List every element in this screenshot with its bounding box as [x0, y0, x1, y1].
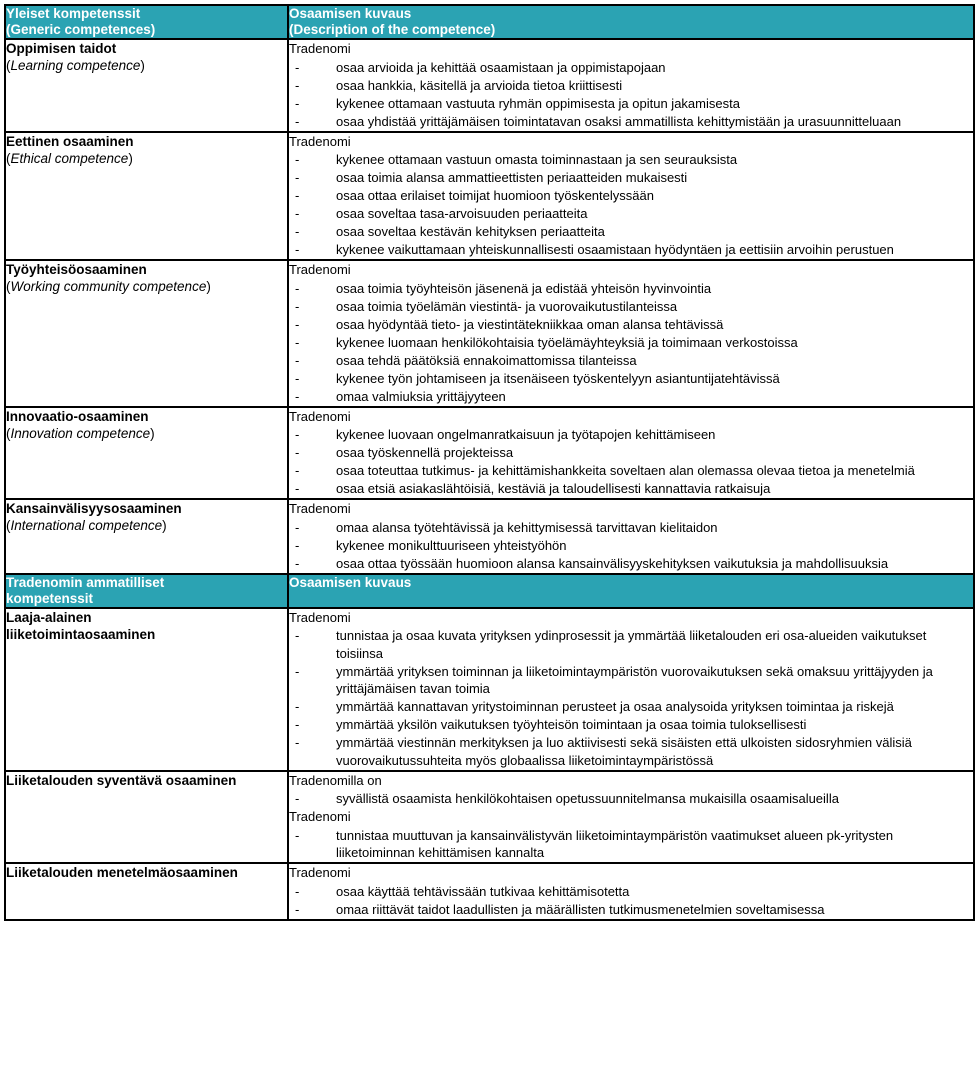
description-list: [289, 883, 973, 919]
list-item: - omaa alansa työtehtävissä ja kehittymisessä tarvittavan kielitaidon: [289, 519, 973, 537]
list-item: - ymmärtää yrityksen toiminnan ja liiketoimintaympäristön vuorovaikutuksen sekä omaksuu yrittäjyyden ja yrittäjämäisen tavan toimia: [289, 663, 973, 698]
description-list: [289, 627, 973, 769]
competence-description-cell: [288, 39, 974, 132]
list-item: - omaa valmiuksia yrittäjyyteen: [289, 388, 973, 406]
header-line-en: (Generic competences): [6, 22, 156, 37]
competence-name-cell: [5, 499, 288, 574]
list-item: - tunnistaa muuttuvan ja kansainvälistyvän liiketoimintaympäristön vaatimukset alueen pk-yritysten liiketoiminnan kehittämisen kannalta: [289, 827, 973, 862]
description-list: [289, 790, 973, 808]
competence-description-cell: [288, 260, 974, 407]
list-item: - osaa käyttää tehtävissään tutkivaa kehittämisotetta: [289, 883, 973, 901]
document-page: [0, 4, 977, 1085]
list-item: - omaa riittävät taidot laadullisten ja määrällisten tutkimusmenetelmien soveltamisessa: [289, 901, 973, 919]
table-row: [5, 39, 974, 132]
table-row: [5, 771, 974, 864]
competence-name-fi: Innovaatio-osaaminen: [6, 408, 149, 424]
description-list: [289, 519, 973, 573]
list-item: - ymmärtää kannattavan yritystoiminnan perusteet ja osaa analysoida yrityksen toimintaa ja riskejä: [289, 698, 973, 716]
competence-name-en: (Working community competence): [6, 279, 211, 294]
competence-name-fi: Liiketalouden syventävä osaaminen: [6, 772, 237, 788]
list-item: - kykenee luomaan henkilökohtaisia työelämäyhteyksiä ja toimimaan verkostoissa: [289, 334, 973, 352]
description-list: [289, 426, 973, 498]
description-list: [289, 59, 973, 131]
list-item: - osaa etsiä asiakaslähtöisiä, kestäviä ja taloudellisesti kannattavia ratkaisuja: [289, 480, 973, 498]
competence-name-fi: Laaja-alainen liiketoimintaosaaminen: [6, 609, 156, 642]
list-item: - syvällistä osaamista henkilökohtaisen opetussuunnitelmansa mukaisilla osaamisalueilla: [289, 790, 973, 808]
list-item: - kykenee luovaan ongelmanratkaisuun ja työtapojen kehittämiseen: [289, 426, 973, 444]
list-item: - ymmärtää viestinnän merkityksen ja luo aktiivisesti sekä sisäisten että ulkoisten sidosryhmien välisiä vuorovaikutussuhteita myös globaalissa liiketoimintaympäristössä: [289, 734, 973, 769]
competence-name-cell: [5, 407, 288, 500]
competence-name-cell: [5, 863, 288, 920]
description-intro: Tradenomi: [289, 501, 351, 516]
competence-description-cell: [288, 499, 974, 574]
competence-description-cell: [288, 771, 974, 864]
competence-name-en: (Learning competence): [6, 58, 145, 73]
competence-name-fi: Liiketalouden menetelmäosaaminen: [6, 865, 238, 880]
header-cell-description: [288, 5, 974, 39]
description-intro: Tradenomi: [289, 133, 351, 149]
table-row: [5, 260, 974, 407]
competence-name-cell: [5, 608, 288, 771]
competence-name-en: (Ethical competence): [6, 150, 133, 166]
description-intro: Tradenomi: [289, 41, 351, 56]
table-row: [5, 608, 974, 771]
table-header-row-generic: [5, 5, 974, 39]
list-item: - osaa soveltaa kestävän kehityksen periaatteita: [289, 223, 973, 241]
list-item: - ymmärtää yksilön vaikutuksen työyhteisön toimintaan ja osaa toimia tuloksellisesti: [289, 716, 973, 734]
competence-name-en: (Innovation competence): [6, 425, 155, 441]
table-row: [5, 863, 974, 920]
description-intro: Tradenomi: [289, 408, 351, 424]
competences-table: [4, 4, 975, 921]
list-item: - kykenee vaikuttamaan yhteiskunnallisesti osaamistaan hyödyntäen ja eettisiin arvoihin perustuen: [289, 241, 973, 259]
competence-name-cell: [5, 771, 288, 864]
list-item: - kykenee ottamaan vastuun omasta toiminnastaan ja sen seurauksista: [289, 151, 973, 169]
list-item: - tunnistaa ja osaa kuvata yrityksen ydinprosessit ja ymmärtää liiketalouden eri osa-alueiden vaikutukset toisiinsa: [289, 627, 973, 662]
table-header-row-professional: [5, 574, 974, 608]
competence-name-en: (International competence): [6, 518, 167, 533]
list-item: - kykenee ottamaan vastuuta ryhmän oppimisesta ja opitun jakamisesta: [289, 95, 973, 113]
list-item: - osaa tehdä päätöksiä ennakoimattomissa tilanteissa: [289, 352, 973, 370]
competence-name-cell: [5, 132, 288, 261]
description-list: [289, 151, 973, 259]
description-intro: Tradenomi: [289, 865, 351, 880]
competence-name-cell: [5, 39, 288, 132]
competence-name-fi: Työyhteisöosaaminen: [6, 262, 147, 277]
list-item: - osaa ottaa työssään huomioon alansa kansainvälisyyskehityksen vaikutuksia ja mahdollisuuksia: [289, 555, 973, 573]
list-item: - osaa ottaa erilaiset toimijat huomioon työskentelyssään: [289, 187, 973, 205]
list-item: - osaa toteuttaa tutkimus- ja kehittämishankkeita soveltaen alan olemassa olevaa tietoa ja menetelmiä: [289, 462, 973, 480]
list-item: - osaa arvioida ja kehittää osaamistaan ja oppimistapojaan: [289, 59, 973, 77]
table-row: [5, 407, 974, 500]
description-intro: Tradenomilla on: [289, 772, 382, 788]
competence-description-cell: [288, 132, 974, 261]
list-item: - osaa soveltaa tasa-arvoisuuden periaatteita: [289, 205, 973, 223]
header-cell-description: [288, 574, 974, 608]
header-cell-professional-competences: [5, 574, 288, 608]
table-row: [5, 499, 974, 574]
competence-description-cell: [288, 608, 974, 771]
competence-name-cell: [5, 260, 288, 407]
header-cell-competences: [5, 5, 288, 39]
description-list-secondary: [289, 827, 973, 862]
header-line-2: kompetenssit: [6, 590, 94, 606]
list-item: - osaa toimia työelämän viestintä- ja vuorovaikutustilanteissa: [289, 298, 973, 316]
competence-description-cell: [288, 407, 974, 500]
header-line-1: Tradenomin ammatilliset: [6, 574, 165, 590]
list-item: - osaa yhdistää yrittäjämäisen toimintatavan osaksi ammatillista kehittymistään ja urasuunnitteluaan: [289, 113, 973, 131]
description-list: [289, 280, 973, 406]
competence-description-cell: [288, 863, 974, 920]
header-line-fi: Osaamisen kuvaus: [289, 6, 412, 21]
header-line-en: (Description of the competence): [289, 22, 496, 37]
competence-name-fi: Eettinen osaaminen: [6, 133, 134, 149]
description-intro: Tradenomi: [289, 609, 351, 625]
competence-name-fi: Kansainvälisyysosaaminen: [6, 501, 182, 516]
list-item: - osaa hyödyntää tieto- ja viestintätekniikkaa oman alansa tehtävissä: [289, 316, 973, 334]
description-intro: Tradenomi: [289, 262, 351, 277]
list-item: - osaa työskennellä projekteissa: [289, 444, 973, 462]
competence-name-fi: Oppimisen taidot: [6, 41, 117, 56]
list-item: - osaa toimia työyhteisön jäsenenä ja edistää yhteisön hyvinvointia: [289, 280, 973, 298]
list-item: - osaa toimia alansa ammattieettisten periaatteiden mukaisesti: [289, 169, 973, 187]
list-item: - kykenee työn johtamiseen ja itsenäiseen työskentelyyn asiantuntijatehtävissä: [289, 370, 973, 388]
table-row: [5, 132, 974, 261]
list-item: - kykenee monikulttuuriseen yhteistyöhön: [289, 537, 973, 555]
header-line-1: Osaamisen kuvaus: [289, 574, 412, 590]
description-intro-secondary: Tradenomi: [289, 809, 351, 824]
header-line-fi: Yleiset kompetenssit: [6, 6, 141, 21]
table-body: [5, 5, 974, 920]
list-item: - osaa hankkia, käsitellä ja arvioida tietoa kriittisesti: [289, 77, 973, 95]
